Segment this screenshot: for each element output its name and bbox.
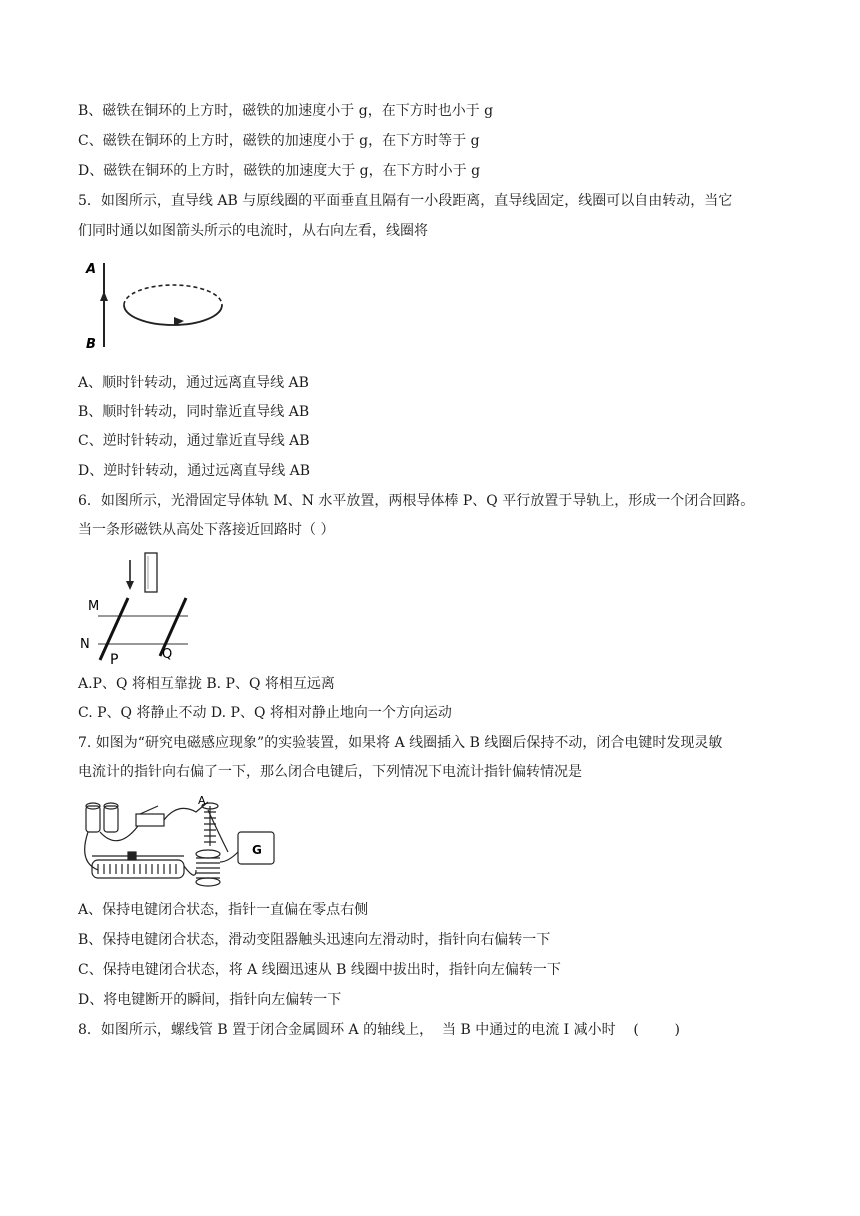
q6-label-q: Q <box>162 647 173 662</box>
q5-label-b: B <box>86 337 96 352</box>
q6-bar-magnet <box>145 553 157 592</box>
q5-option-c: C、逆时针转动，通过靠近直导线 AB <box>78 433 310 449</box>
q5-option-d: D、逆时针转动，通过远离直导线 AB <box>78 463 311 479</box>
q7-option-b: B、保持电键闭合状态，滑动变阻器触头迅速向左滑动时，指针向右偏转一下 <box>78 932 551 948</box>
q4-option-b: B、磁铁在铜环的上方时，磁铁的加速度小于 g，在下方时也小于 g <box>78 103 494 119</box>
q7-stem-line2: 电流计的指针向右偏了一下，那么闭合电键后，下列情况下电流计指针偏转情况是 <box>78 764 582 780</box>
q6-options-row1: A.P、Q 将相互靠拢 B. P、Q 将相互远离 <box>78 676 335 692</box>
q5-stem-line1: 5．如图所示，直导线 AB 与原线圈的平面垂直且隔有一小段距离，直导线固定，线圈可以自由转动，当它 <box>78 193 733 209</box>
q5-figure <box>80 255 240 355</box>
q5-option-a: A、顺时针转动，通过远离直导线 AB <box>78 375 309 391</box>
q4-option-c: C、磁铁在铜环的上方时，磁铁的加速度小于 g，在下方时等于 g <box>78 133 480 149</box>
q7-switch <box>136 814 164 826</box>
q5-option-b: B、顺时针转动，同时靠近直导线 AB <box>78 404 310 420</box>
q7-battery-1 <box>86 806 100 832</box>
q6-stem-line1: 6．如图所示，光滑固定导体轨 M、N 水平放置，两根导体棒 P、Q 平行放置于导轨上，形成一个闭合回路。 <box>78 493 755 509</box>
q6-label-p: P <box>110 652 119 668</box>
q7-figure <box>78 792 278 892</box>
q7-option-d: D、将电键断开的瞬间，指针向左偏转一下 <box>78 992 342 1008</box>
q6-figure <box>78 550 208 668</box>
q6-fall-arrowhead <box>126 581 134 590</box>
q6-label-m: M <box>88 599 100 614</box>
q7-option-a: A、保持电键闭合状态，指针一直偏在零点右侧 <box>78 902 369 918</box>
q6-options-row2: C. P、Q 将静止不动 D. P、Q 将相对静止地向一个方向运动 <box>78 705 452 721</box>
q8-stem: 8．如图所示，螺线管 B 置于闭合金属圆环 A 的轴线上， 当 B 中通过的电流 I 减小时 ( ) <box>78 1022 680 1038</box>
q5-coil-back <box>124 285 222 305</box>
q7-label-coil-a: A <box>198 794 206 807</box>
q5-stem-line2: 们同时通以如图箭头所示的电流时，从右向左看，线圈将 <box>78 223 428 239</box>
q6-label-n: N <box>80 637 90 652</box>
q4-option-d: D、磁铁在铜环的上方时，磁铁的加速度大于 g，在下方时小于 g <box>78 163 481 179</box>
q7-label-g: G <box>252 843 262 857</box>
q6-rod-p <box>100 598 128 660</box>
q7-option-c: C、保持电键闭合状态，将 A 线圈迅速从 B 线圈中拔出时，指针向左偏转一下 <box>78 962 561 978</box>
q5-wire-arrow <box>100 291 108 301</box>
q7-battery-2 <box>104 806 118 832</box>
q7-stem-line1: 7. 如图为“研究电磁感应现象”的实验装置，如果将 A 线圈插入 B 线圈后保持不动，闭合电键时发现灵敏 <box>78 735 723 751</box>
q5-label-a: A <box>86 262 97 277</box>
q6-stem-line2: 当一条形磁铁从高处下落接近回路时（ ） <box>78 522 335 538</box>
q5-coil-front <box>124 305 222 325</box>
